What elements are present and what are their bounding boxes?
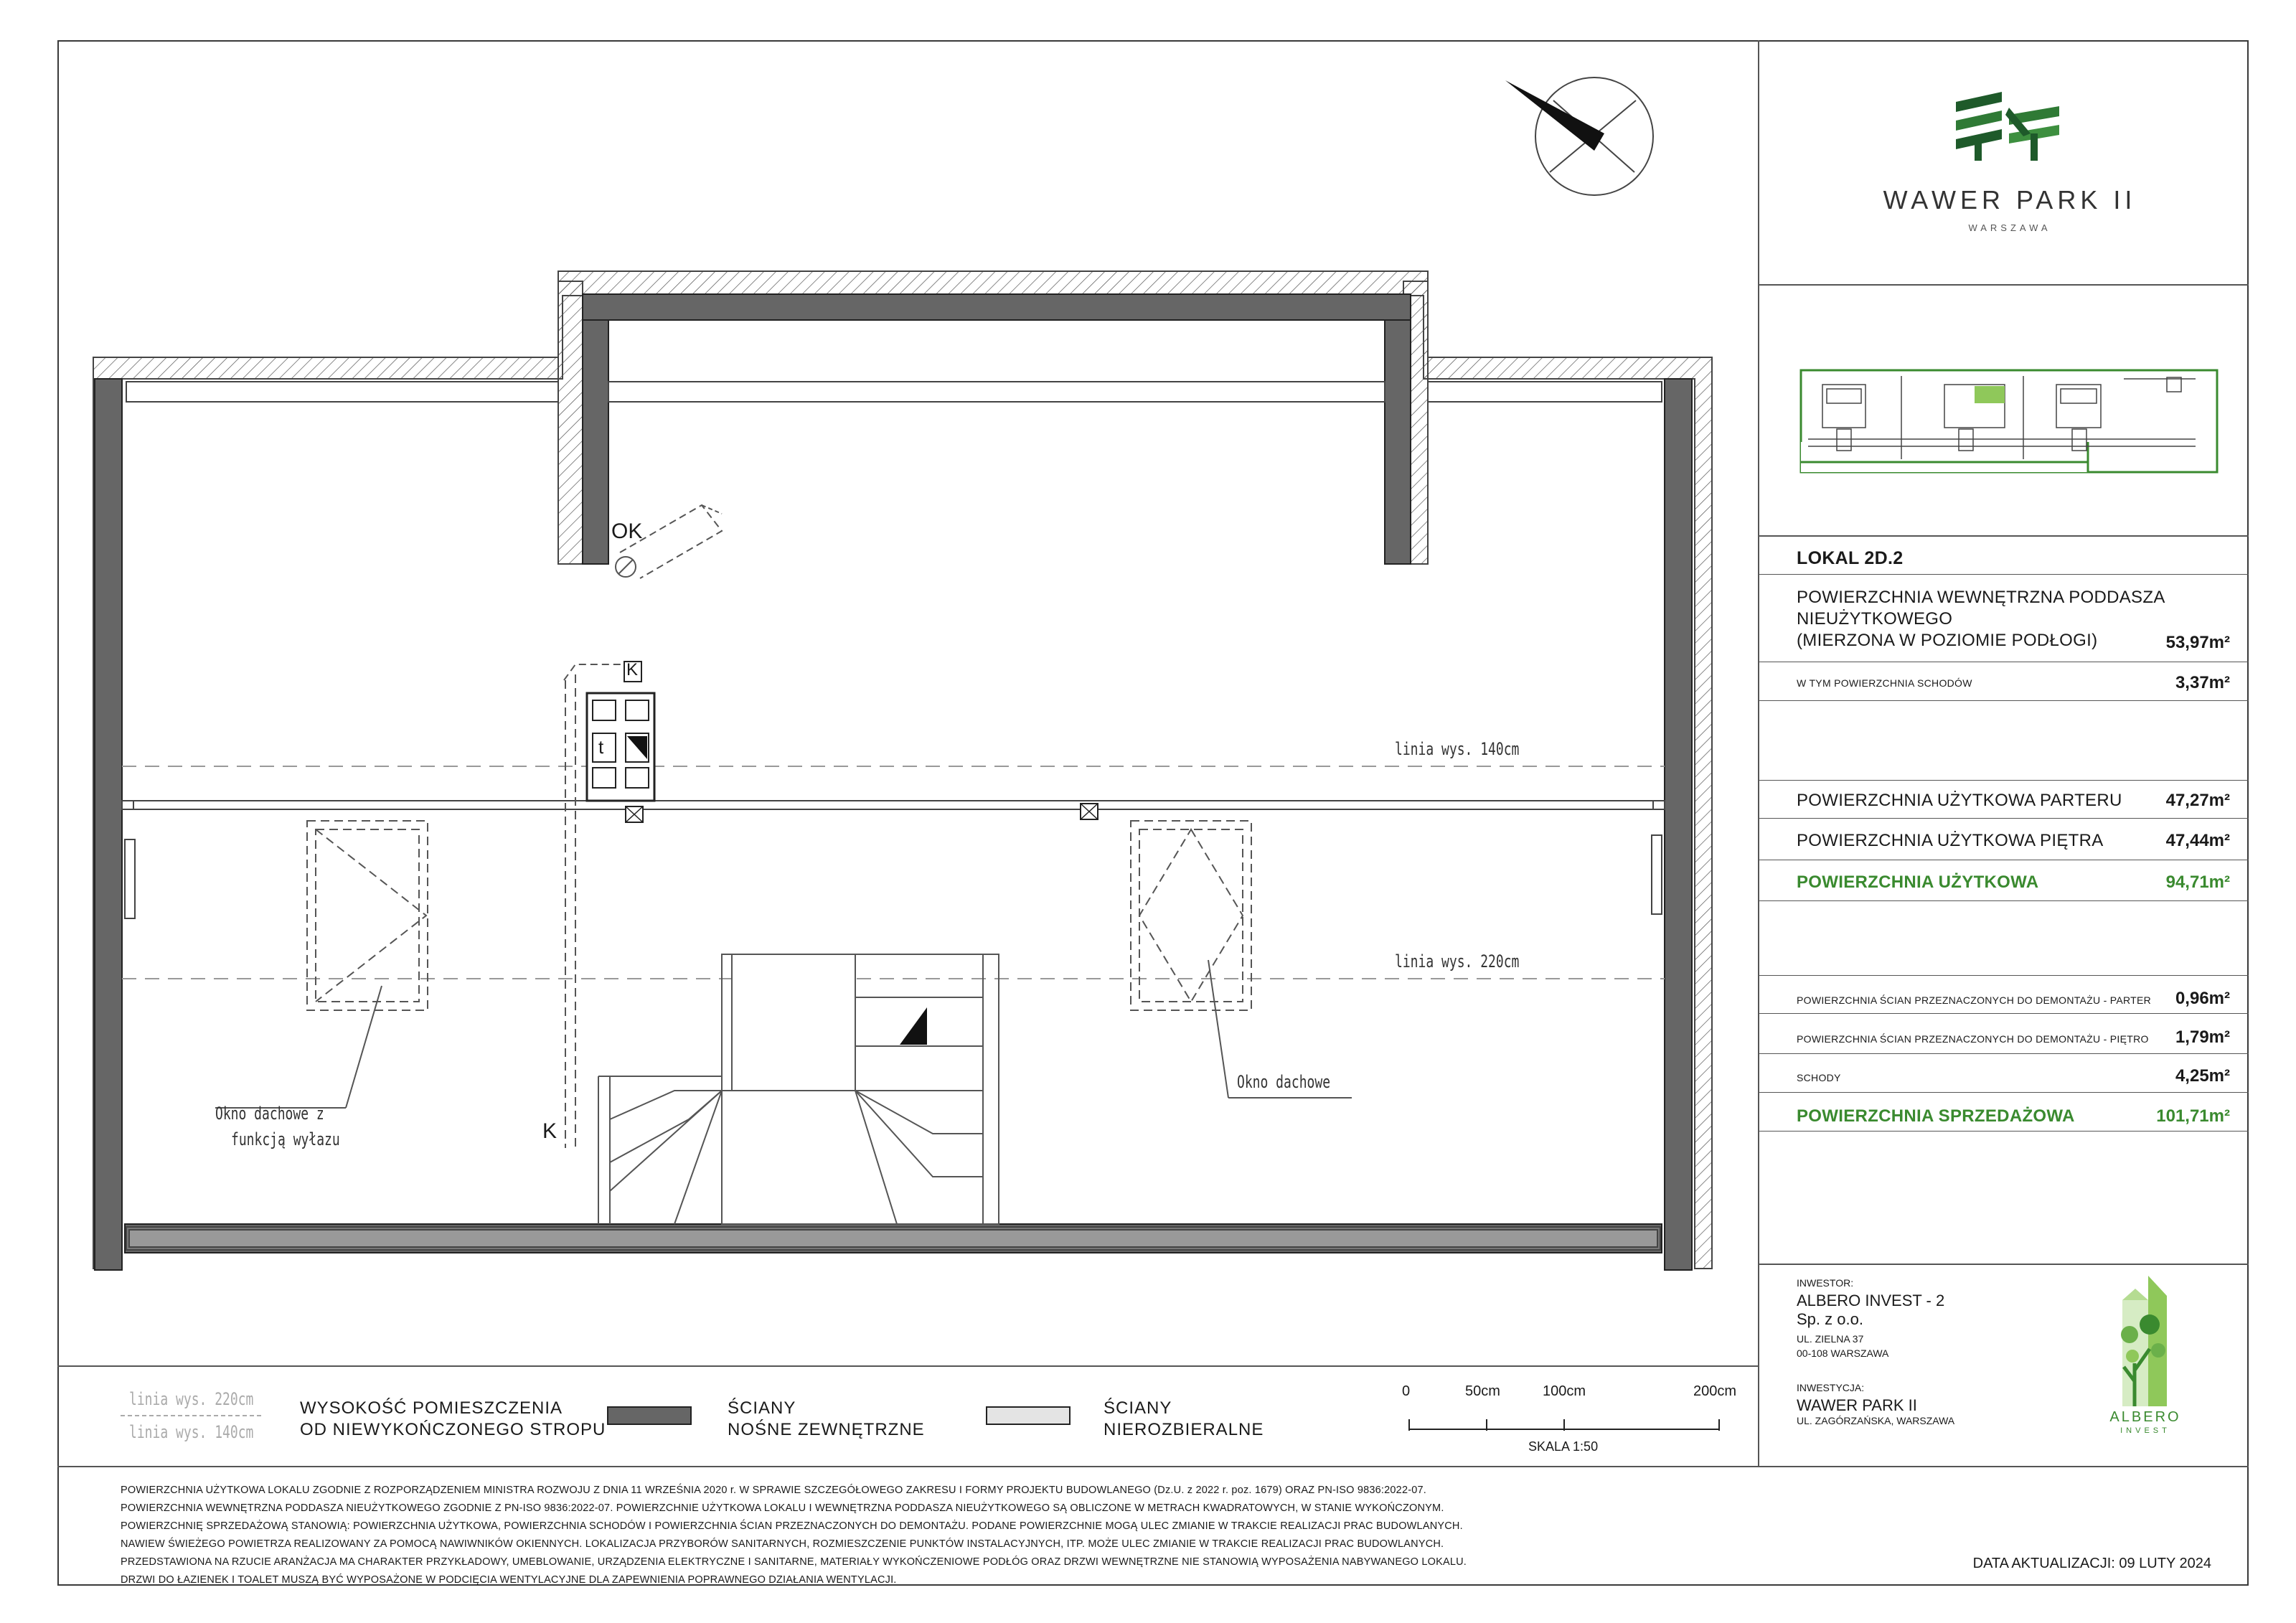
legend-bearing-line1: ŚCIANY: [728, 1398, 796, 1418]
brand-city: WARSZAWA: [1968, 222, 2051, 233]
scale-tick-200: 200cm: [1693, 1383, 1737, 1399]
note-line: DRZWI DO ŁAZIENEK I TOALET MUSZĄ BYĆ WYPOSAŻONE W PODCIĘCIA WENTYLACYJNE DLA ZAPEWNIENIA POPRAWNEGO DZIAŁANIA WENTYLACJI.: [121, 1574, 897, 1586]
scale-tick-0: 0: [1402, 1383, 1411, 1399]
legend-bearing-line2: NOŚNE ZEWNĘTRZNE: [728, 1420, 925, 1439]
update-date: DATA AKTUALIZACJI: 09 LUTY 2024: [1972, 1556, 2211, 1571]
investor-address-2: 00-108 WARSZAWA: [1797, 1347, 1889, 1359]
roof-window-hatch-label-2: funkcją wyłazu: [231, 1129, 340, 1149]
investment-name: WAWER PARK II: [1797, 1396, 1917, 1414]
ground-floor-area-label: POWIERZCHNIA UŻYTKOWA PARTERU: [1797, 791, 2122, 810]
demolition-walls-ground-label: POWIERZCHNIA ŚCIAN PRZEZNACZONYCH DO DEMONTAŻU - PARTER: [1797, 994, 2152, 1006]
note-line: POWIERZCHNIA WEWNĘTRZNA PODDASZA NIEUŻYTKOWEGO ZGODNIE Z PN-ISO 9836:2022-07. POWIERZCHNIE UŻYTKOWA LOKALU I WEWNĘTRZNA PODDASZA NIEUŻYTKOWEGO SĄ OBLICZONE W METRACH KWADRATOWYCH, W STANIE WYKOŃCZONYM.: [121, 1502, 1444, 1514]
sales-area-label: POWIERZCHNIA SPRZEDAŻOWA: [1797, 1106, 2075, 1126]
ground-floor-area-value: 47,27m²: [2165, 791, 2230, 810]
note-line: POWIERZCHNIA UŻYTKOWA LOKALU ZGODNIE Z ROZPORZĄDZENIEM MINISTRA ROZWOJU Z DNIA 11 WRZEŚNIA 2020 r. W SPRAWIE SZCZEGÓŁOWEGO ZAKRESU I FORMY PROJEKTU BUDOWLANEGO (Dz.U. z 2022 r. poz. 1679) ORAZ PN-ISO 9836:2022-07.: [121, 1485, 1426, 1496]
investor-name-2: Sp. z o.o.: [1797, 1310, 1863, 1328]
unit-title: LOKAL 2D.2: [1797, 548, 1904, 568]
legend-line-220: linia wys. 220cm: [129, 1389, 254, 1409]
stairs-area-value: 3,37m²: [2175, 673, 2230, 692]
chimney-t-label: t: [598, 736, 604, 758]
investor-heading: INWESTOR:: [1797, 1277, 1854, 1289]
albero-logo-subtext: INVEST: [2120, 1426, 2170, 1435]
demolition-walls-upper-label: POWIERZCHNIA ŚCIAN PRZEZNACZONYCH DO DEMONTAŻU - PIĘTRO: [1797, 1033, 2149, 1045]
investor-name-1: ALBERO INVEST - 2: [1797, 1292, 1945, 1309]
legend-line-140: linia wys. 140cm: [129, 1422, 254, 1442]
chimney-k-top-label: K: [626, 660, 639, 679]
investment-address: UL. ZAGÓRZAŃSKA, WARSZAWA: [1797, 1415, 1955, 1426]
chimney-k-bottom-label: K: [542, 1119, 557, 1143]
stairs-value: 4,25m²: [2175, 1066, 2230, 1086]
scale-tick-50: 50cm: [1465, 1383, 1500, 1399]
roof-window-hatch-label-1: Okno dachowe z: [215, 1104, 324, 1124]
investor-address-1: UL. ZIELNA 37: [1797, 1333, 1864, 1345]
investment-heading: INWESTYCJA:: [1797, 1382, 1865, 1393]
scale-label: SKALA 1:50: [1528, 1439, 1599, 1454]
legend-height-line2: OD NIEWYKOŃCZONEGO STROPU: [300, 1420, 606, 1439]
attic-area-label-3: (MIERZONA W POZIOMIE PODŁOGI): [1797, 631, 2098, 650]
stairs-area-label: W TYM POWIERZCHNIA SCHODÓW: [1797, 677, 1972, 689]
demolition-walls-upper-value: 1,79m²: [2175, 1027, 2230, 1047]
usable-area-value: 94,71m²: [2165, 872, 2230, 892]
attic-area-value: 53,97m²: [2165, 633, 2230, 652]
albero-logo-text: ALBERO: [2109, 1409, 2181, 1425]
attic-area-label-2: NIEUŻYTKOWEGO: [1797, 609, 1953, 629]
demolition-walls-ground-value: 0,96m²: [2175, 989, 2230, 1008]
scale-tick-100: 100cm: [1543, 1383, 1586, 1399]
usable-area-label: POWIERZCHNIA UŻYTKOWA: [1797, 872, 2039, 892]
brand-name: WAWER PARK II: [1883, 185, 2137, 215]
sales-area-value: 101,71m²: [2156, 1106, 2230, 1126]
notes-block: [121, 1482, 1771, 1589]
upper-floor-area-value: 47,44m²: [2165, 831, 2230, 850]
upper-floor-area-label: POWIERZCHNIA UŻYTKOWA PIĘTRA: [1797, 831, 2104, 850]
roof-window-label: Okno dachowe: [1237, 1072, 1331, 1092]
note-line: PRZEDSTAWIONA NA RZUCIE ARANŻACJA MA CHARAKTER PRZYKŁADOWY, UMEBLOWANIE, URZĄDZENIA ELEKTRYCZNE I SANITARNE, MATERIAŁY WYKOŃCZENIOWE PODŁÓG ORAZ DRZWI WEWNĘTRZNE NIE STANOWIĄ WYPOSAŻENIA NABYWANEGO LOKALU.: [121, 1556, 1467, 1568]
height-line-220-label: linia wys. 220cm: [1395, 951, 1520, 972]
ok-label: OK: [611, 519, 643, 543]
attic-area-label-1: POWIERZCHNIA WEWNĘTRZNA PODDASZA: [1797, 588, 2165, 607]
stairs-label: SCHODY: [1797, 1072, 1841, 1083]
legend-height-line1: WYSOKOŚĆ POMIESZCZENIA: [300, 1398, 563, 1418]
note-line: POWIERZCHNIĘ SPRZEDAŻOWĄ STANOWIĄ: POWIERZCHNIA UŻYTKOWA, POWIERZCHNIA SCHODÓW I POWIERZCHNIA ŚCIAN PRZEZNACZONYCH DO DEMONTAŻU. PODANE POWIERZCHNIE MOGĄ ULEC ZMIANIE W TRAKCIE REALIZACJI PRAC BUDOWLANYCH.: [121, 1520, 1463, 1532]
legend-fixed-line2: NIEROZBIERALNE: [1104, 1420, 1264, 1439]
height-line-140-label: linia wys. 140cm: [1395, 739, 1520, 759]
note-line: NAWIEW ŚWIEŻEGO POWIETRZA REALIZOWANY ZA POMOCĄ NAWIWNIKÓW OKIENNYCH. LOKALIZACJA PRZYBORÓW SANITARNYCH, ROZMIESZCZENIE PUNKTÓW INSTALACYJNYCH, ITP. MOŻE ULEC ZMIANIE W TRAKCIE REALIZACJI PRAC BUDOWLANYCH.: [121, 1538, 1444, 1550]
legend-fixed-line1: ŚCIANY: [1104, 1398, 1172, 1418]
